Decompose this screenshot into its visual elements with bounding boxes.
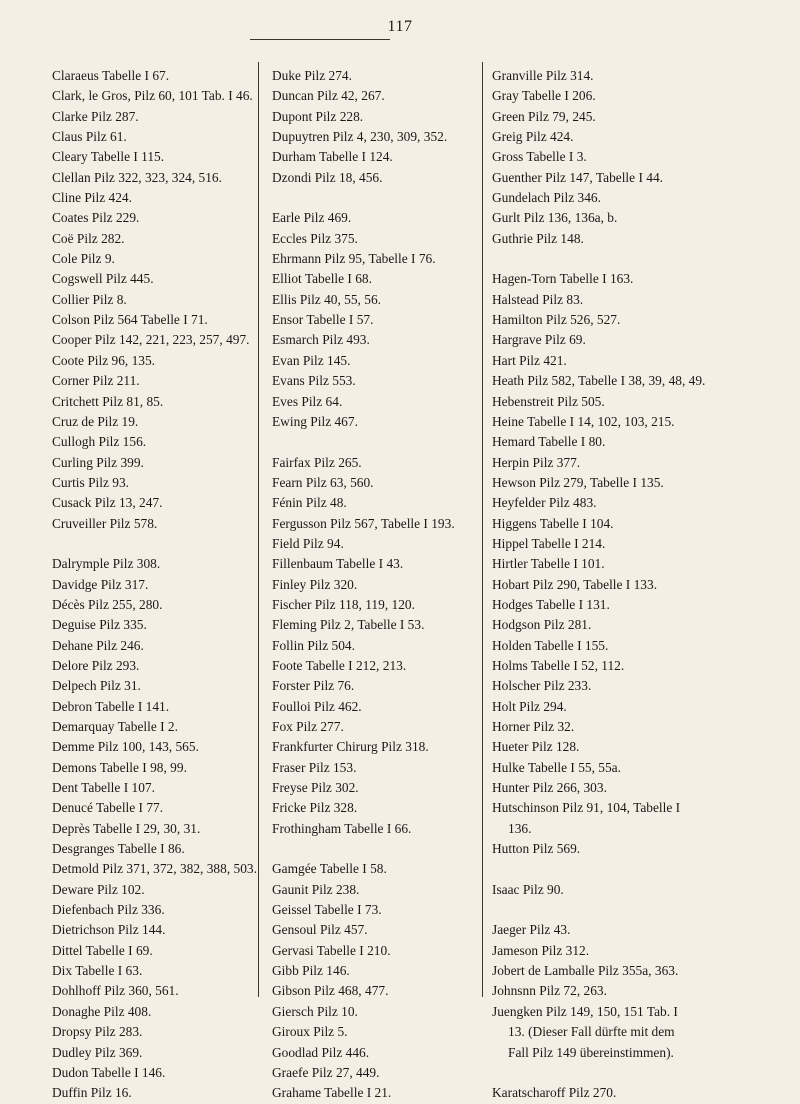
index-entry: Hirtler Tabelle I 101. — [492, 556, 605, 572]
index-entry: Gibb Pilz 146. — [272, 963, 350, 979]
index-entry: Foulloi Pilz 462. — [272, 698, 362, 714]
section-gap — [492, 249, 792, 269]
index-entry: Eves Pilz 64. — [272, 393, 343, 409]
index-entry: Fischer Pilz 118, 119, 120. — [272, 596, 415, 612]
index-entry: Eccles Pilz 375. — [272, 230, 358, 246]
index-entry: Collier Pilz 8. — [52, 291, 127, 307]
index-entry: Holscher Pilz 233. — [492, 678, 592, 694]
index-entry: Hutton Pilz 569. — [492, 841, 581, 857]
index-entry: Finley Pilz 320. — [272, 576, 358, 592]
index-entry: Guthrie Pilz 148. — [492, 230, 584, 246]
index-entry: Fairfax Pilz 265. — [272, 454, 362, 470]
index-entry: Claus Pilz 61. — [52, 129, 127, 145]
index-entry: Coë Pilz 282. — [52, 230, 125, 246]
index-entry: Cleary Tabelle I 115. — [52, 149, 165, 165]
index-entry: Dzondi Pilz 18, 456. — [272, 169, 383, 185]
index-entry: Curling Pilz 399. — [52, 454, 144, 470]
index-entry: Gervasi Tabelle I 210. — [272, 942, 391, 958]
index-entry: Fearn Pilz 63, 560. — [272, 474, 374, 490]
index-entry: Halstead Pilz 83. — [492, 291, 584, 307]
index-entry: Fillenbaum Tabelle I 43. — [272, 556, 404, 572]
index-entry: Giroux Pilz 5. — [272, 1024, 348, 1040]
index-entry: Evan Pilz 145. — [272, 352, 351, 368]
index-entry: 136. — [508, 820, 532, 836]
index-entry: Dehane Pilz 246. — [52, 637, 144, 653]
index-entry: Jaeger Pilz 43. — [492, 922, 571, 938]
index-entry: Foote Tabelle I 212, 213. — [272, 657, 407, 673]
index-entry: Duffin Pilz 16. — [52, 1085, 132, 1101]
index-entry: Fleming Pilz 2, Tabelle I 53. — [272, 617, 425, 633]
index-entry: Guenther Pilz 147, Tabelle I 44. — [492, 169, 663, 185]
index-entry: Ellis Pilz 40, 55, 56. — [272, 291, 381, 307]
index-entry: Dent Tabelle I 107. — [52, 780, 155, 796]
index-entry: Freyse Pilz 302. — [272, 780, 359, 796]
index-entry: Holt Pilz 294. — [492, 698, 567, 714]
section-gap — [492, 859, 792, 879]
index-entry: Hueter Pilz 128. — [492, 739, 580, 755]
index-entry: Giersch Pilz 10. — [272, 1003, 358, 1019]
index-entry: Fraser Pilz 153. — [272, 759, 357, 775]
index-entry: Elliot Tabelle I 68. — [272, 271, 372, 287]
index-entry: Cooper Pilz 142, 221, 223, 257, 497. — [52, 332, 250, 348]
section-gap — [492, 1063, 792, 1083]
section-gap — [492, 900, 792, 920]
index-entry: Greig Pilz 424. — [492, 129, 574, 145]
index-entry: Deprès Tabelle I 29, 30, 31. — [52, 820, 201, 836]
index-entry: Graefe Pilz 27, 449. — [272, 1064, 380, 1080]
index-entry: Follin Pilz 504. — [272, 637, 355, 653]
index-entry: Jameson Pilz 312. — [492, 942, 590, 958]
index-column-2 — [272, 66, 482, 1104]
section-gap — [52, 534, 257, 554]
index-entry: Frankfurter Chirurg Pilz 318. — [272, 739, 429, 755]
index-entry: Dittel Tabelle I 69. — [52, 942, 153, 958]
index-entry: Deware Pilz 102. — [52, 881, 145, 897]
index-entry: Horner Pilz 32. — [492, 719, 575, 734]
section-gap — [272, 839, 482, 859]
section-gap — [272, 432, 482, 452]
index-entry: Fénin Pilz 48. — [272, 495, 347, 511]
index-entry: Cline Pilz 424. — [52, 190, 132, 206]
index-column-3 — [492, 66, 792, 1104]
index-entry: Fox Pilz 277. — [272, 719, 344, 734]
index-entry: Gaunit Pilz 238. — [272, 881, 360, 897]
index-entry: Clellan Pilz 322, 323, 324, 516. — [52, 169, 222, 185]
index-entry: Holms Tabelle I 52, 112. — [492, 657, 625, 673]
index-entry: Cusack Pilz 13, 247. — [52, 495, 163, 511]
index-entry: Gray Tabelle I 206. — [492, 88, 596, 104]
page-number: 117 — [387, 18, 413, 35]
index-entry: Field Pilz 94. — [272, 535, 344, 551]
column-divider — [258, 62, 259, 997]
index-entry: Cullogh Pilz 156. — [52, 434, 147, 450]
index-entry: Isaac Pilz 90. — [492, 881, 564, 897]
index-entry: Johnsnn Pilz 72, 263. — [492, 983, 607, 999]
index-entry: Desgranges Tabelle I 86. — [52, 841, 185, 857]
index-entry: Dudon Tabelle I 146. — [52, 1064, 166, 1080]
index-entry: Debron Tabelle I 141. — [52, 698, 170, 714]
index-entry: Jobert de Lamballe Pilz 355a, 363. — [492, 963, 679, 979]
column-divider — [482, 62, 483, 997]
index-entry: Clarke Pilz 287. — [52, 108, 139, 124]
index-entry: Décès Pilz 255, 280. — [52, 596, 163, 612]
index-entry: Hamilton Pilz 526, 527. — [492, 312, 621, 328]
index-entry: Denucé Tabelle I 77. — [52, 800, 164, 816]
index-entry: Green Pilz 79, 245. — [492, 108, 596, 124]
index-entry: Duke Pilz 274. — [272, 68, 352, 83]
index-entry: Holden Tabelle I 155. — [492, 637, 609, 653]
header-rule — [250, 39, 390, 40]
index-entry: Durham Tabelle I 124. — [272, 149, 393, 165]
index-entry: Hart Pilz 421. — [492, 352, 567, 368]
index-entry: Heath Pilz 582, Tabelle I 38, 39, 48, 49. — [492, 373, 706, 389]
index-entry: Juengken Pilz 149, 150, 151 Tab. I — [492, 1003, 678, 1019]
index-entry: Deguise Pilz 335. — [52, 617, 147, 633]
index-entry: Hobart Pilz 290, Tabelle I 133. — [492, 576, 658, 592]
index-entry: Goodlad Pilz 446. — [272, 1044, 370, 1060]
index-entry: Esmarch Pilz 493. — [272, 332, 370, 348]
index-entry: 13. (Dieser Fall dürfte mit dem — [508, 1024, 675, 1040]
index-entry: Earle Pilz 469. — [272, 210, 352, 226]
index-entry: Colson Pilz 564 Tabelle I 71. — [52, 312, 208, 328]
index-entry: Claraeus Tabelle I 67. — [52, 68, 170, 83]
index-entry: Hewson Pilz 279, Tabelle I 135. — [492, 474, 664, 490]
index-entry: Forster Pilz 76. — [272, 678, 355, 694]
index-entry: Dupont Pilz 228. — [272, 108, 364, 124]
index-entry: Dietrichson Pilz 144. — [52, 922, 166, 938]
index-entry: Gibson Pilz 468, 477. — [272, 983, 389, 999]
index-entry: Cruz de Pilz 19. — [52, 413, 139, 429]
index-entry: Clark, le Gros, Pilz 60, 101 Tab. I 46. — [52, 88, 253, 104]
index-entry: Dalrymple Pilz 308. — [52, 556, 161, 572]
index-entry: Delpech Pilz 31. — [52, 678, 141, 694]
index-entry: Hemard Tabelle I 80. — [492, 434, 606, 450]
index-entry: Granville Pilz 314. — [492, 68, 594, 83]
index-entry: Hulke Tabelle I 55, 55a. — [492, 759, 621, 775]
index-entry: Fergusson Pilz 567, Tabelle I 193. — [272, 515, 455, 531]
index-entry: Delore Pilz 293. — [52, 657, 140, 673]
index-entry: Geissel Tabelle I 73. — [272, 902, 382, 918]
index-column-1 — [52, 66, 257, 1104]
index-entry: Dropsy Pilz 283. — [52, 1024, 143, 1040]
index-entry: Hippel Tabelle I 214. — [492, 535, 606, 551]
index-entry: Ensor Tabelle I 57. — [272, 312, 374, 328]
index-entry: Ehrmann Pilz 95, Tabelle I 76. — [272, 251, 436, 267]
index-entry: Heyfelder Pilz 483. — [492, 495, 597, 511]
index-entry: Gensoul Pilz 457. — [272, 922, 368, 938]
index-entry: Dohlhoff Pilz 360, 561. — [52, 983, 179, 999]
index-entry: Dupuytren Pilz 4, 230, 309, 352. — [272, 129, 448, 145]
index-entry: Curtis Pilz 93. — [52, 474, 130, 490]
index-entry: Fall Pilz 149 übereinstimmen). — [508, 1044, 674, 1060]
index-entry: Dudley Pilz 369. — [52, 1044, 143, 1060]
index-entry: Hargrave Pilz 69. — [492, 332, 586, 348]
index-entry: Hodges Tabelle I 131. — [492, 596, 610, 612]
index-entry: Hebenstreit Pilz 505. — [492, 393, 605, 409]
index-entry: Cruveiller Pilz 578. — [52, 515, 158, 531]
index-entry: Dix Tabelle I 63. — [52, 963, 143, 979]
index-entry: Evans Pilz 553. — [272, 373, 356, 389]
index-entry: Higgens Tabelle I 104. — [492, 515, 614, 531]
index-entry: Cole Pilz 9. — [52, 251, 115, 267]
index-entry: Gundelach Pilz 346. — [492, 190, 601, 206]
index-entry: Heine Tabelle I 14, 102, 103, 215. — [492, 413, 675, 429]
index-entry: Donaghe Pilz 408. — [52, 1003, 152, 1019]
index-entry: Hutschinson Pilz 91, 104, Tabelle I — [492, 800, 681, 816]
index-entry: Corner Pilz 211. — [52, 373, 140, 389]
index-entry: Detmold Pilz 371, 372, 382, 388, 503. — [52, 861, 257, 877]
index-entry: Gurlt Pilz 136, 136a, b. — [492, 210, 618, 226]
index-entry: Cogswell Pilz 445. — [52, 271, 154, 287]
index-entry: Demarquay Tabelle I 2. — [52, 719, 178, 734]
index-entry: Demme Pilz 100, 143, 565. — [52, 739, 199, 755]
index-entry: Coates Pilz 229. — [52, 210, 140, 226]
index-entry: Hodgson Pilz 281. — [492, 617, 592, 633]
index-entry: Fricke Pilz 328. — [272, 800, 358, 816]
index-entry: Gamgée Tabelle I 58. — [272, 861, 387, 877]
index-entry: Coote Pilz 96, 135. — [52, 352, 156, 368]
index-entry: Hunter Pilz 266, 303. — [492, 780, 607, 796]
index-entry: Duncan Pilz 42, 267. — [272, 88, 385, 104]
index-entry: Hagen-Torn Tabelle I 163. — [492, 271, 634, 287]
index-entry: Critchett Pilz 81, 85. — [52, 393, 164, 409]
index-entry: Frothingham Tabelle I 66. — [272, 820, 412, 836]
index-entry: Davidge Pilz 317. — [52, 576, 149, 592]
index-entry: Karatscharoff Pilz 270. — [492, 1085, 617, 1101]
index-entry: Gross Tabelle I 3. — [492, 149, 587, 165]
index-entry: Grahame Tabelle I 21. — [272, 1085, 392, 1101]
index-entry: Herpin Pilz 377. — [492, 454, 581, 470]
index-entry: Ewing Pilz 467. — [272, 413, 358, 429]
index-entry: Demons Tabelle I 98, 99. — [52, 759, 187, 775]
index-entry: Diefenbach Pilz 336. — [52, 902, 165, 918]
section-gap — [272, 188, 482, 208]
